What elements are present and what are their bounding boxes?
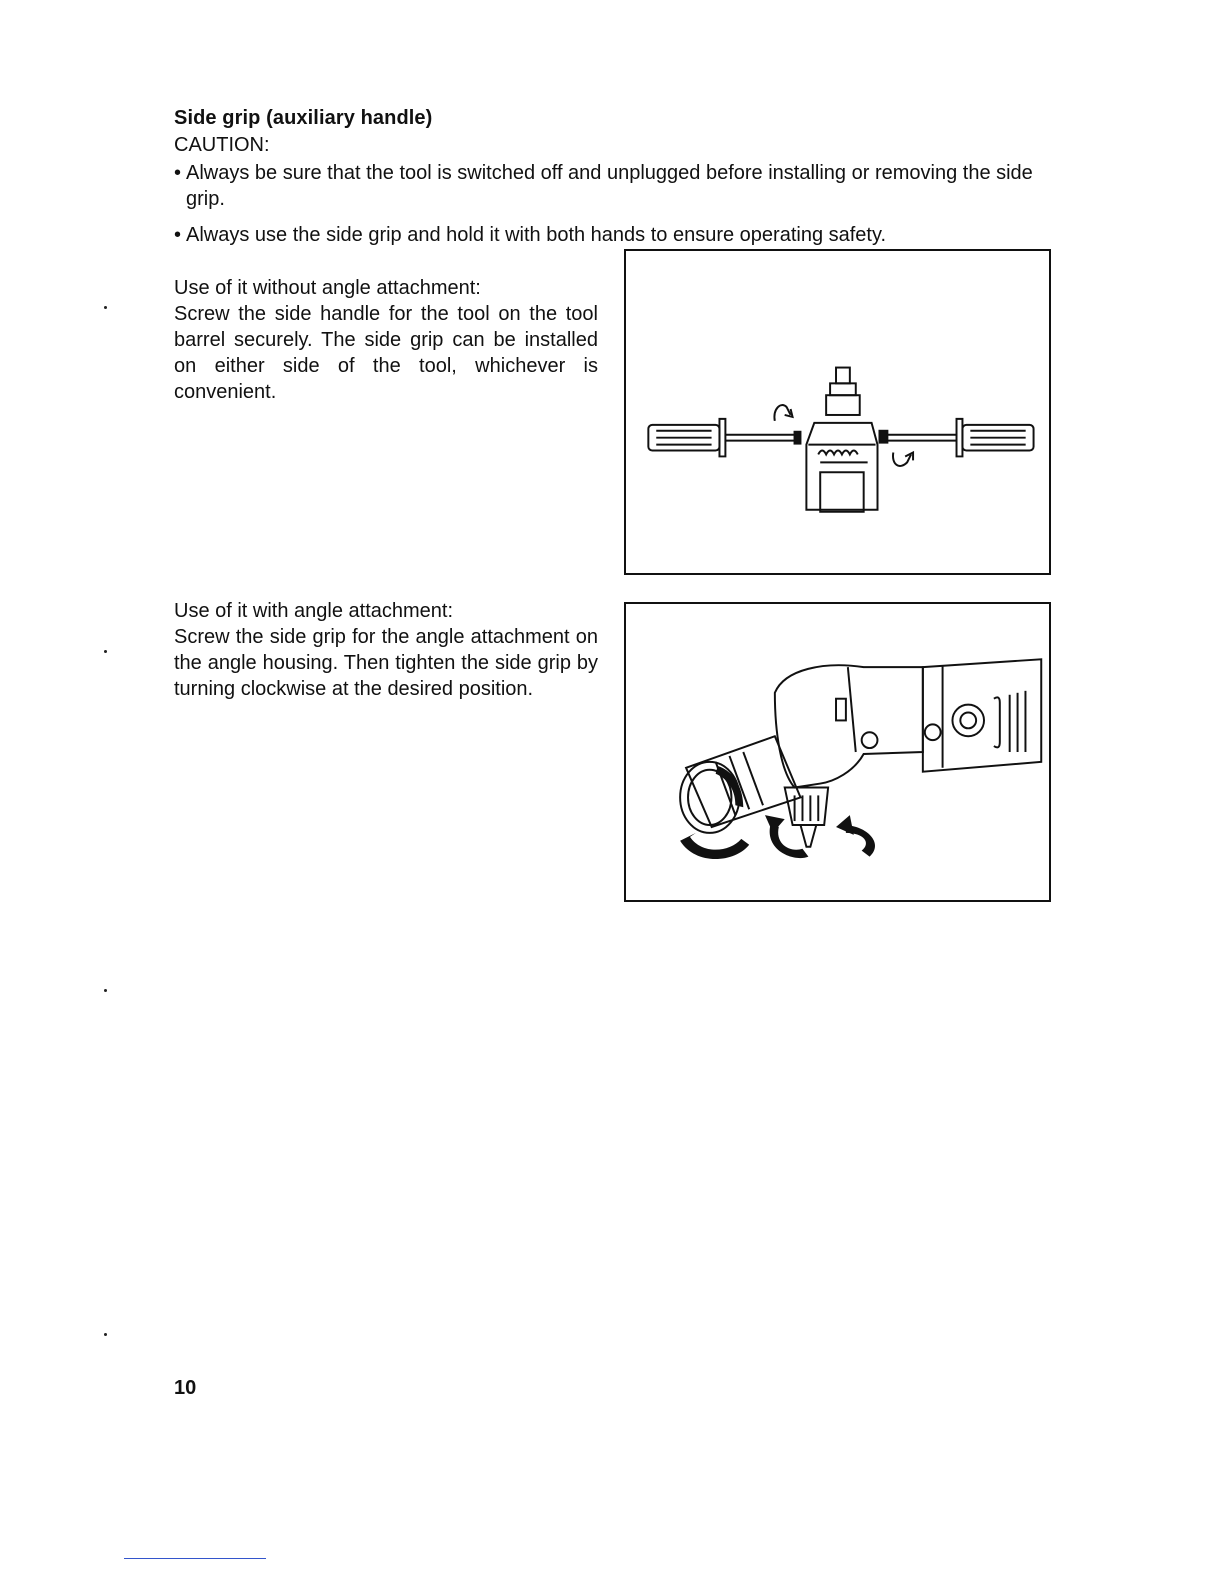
caution-list (174, 160, 1064, 258)
angle-attachment-illustration (626, 604, 1049, 900)
bullet-icon: • (174, 162, 182, 184)
caution-label: CAUTION: (174, 134, 270, 156)
scan-speck (104, 306, 107, 309)
scan-speck (104, 1333, 107, 1336)
bullet-icon: • (174, 224, 182, 246)
scan-speck (104, 650, 107, 653)
caution-item: • Always be sure that the tool is switched off and unplugged before installing or removing the side grip. (174, 162, 1033, 210)
with-angle-section (174, 598, 598, 702)
with-angle-text: Screw the side grip for the angle attachment on the angle housing. Then tighten the side grip by turning clockwise at the desired position. (174, 626, 598, 700)
side-handle-illustration (626, 251, 1049, 573)
without-angle-section (174, 275, 598, 405)
section-title: Side grip (auxiliary handle) (174, 107, 433, 129)
without-angle-text: Screw the side handle for the tool on the tool barrel securely. The side grip can be installed on either side of the tool, whichever is convenient. (174, 303, 598, 403)
caution-item: • Always use the side grip and hold it with both hands to ensure operating safety. (174, 224, 887, 246)
scan-speck (104, 989, 107, 992)
without-angle-heading: Use of it without angle attachment: (174, 277, 481, 299)
page-number: 10 (174, 1377, 197, 1399)
with-angle-heading: Use of it with angle attachment: (174, 600, 454, 622)
side-handle-figure (624, 249, 1051, 575)
angle-attachment-figure (624, 602, 1051, 902)
bottom-rule (124, 1558, 266, 1559)
